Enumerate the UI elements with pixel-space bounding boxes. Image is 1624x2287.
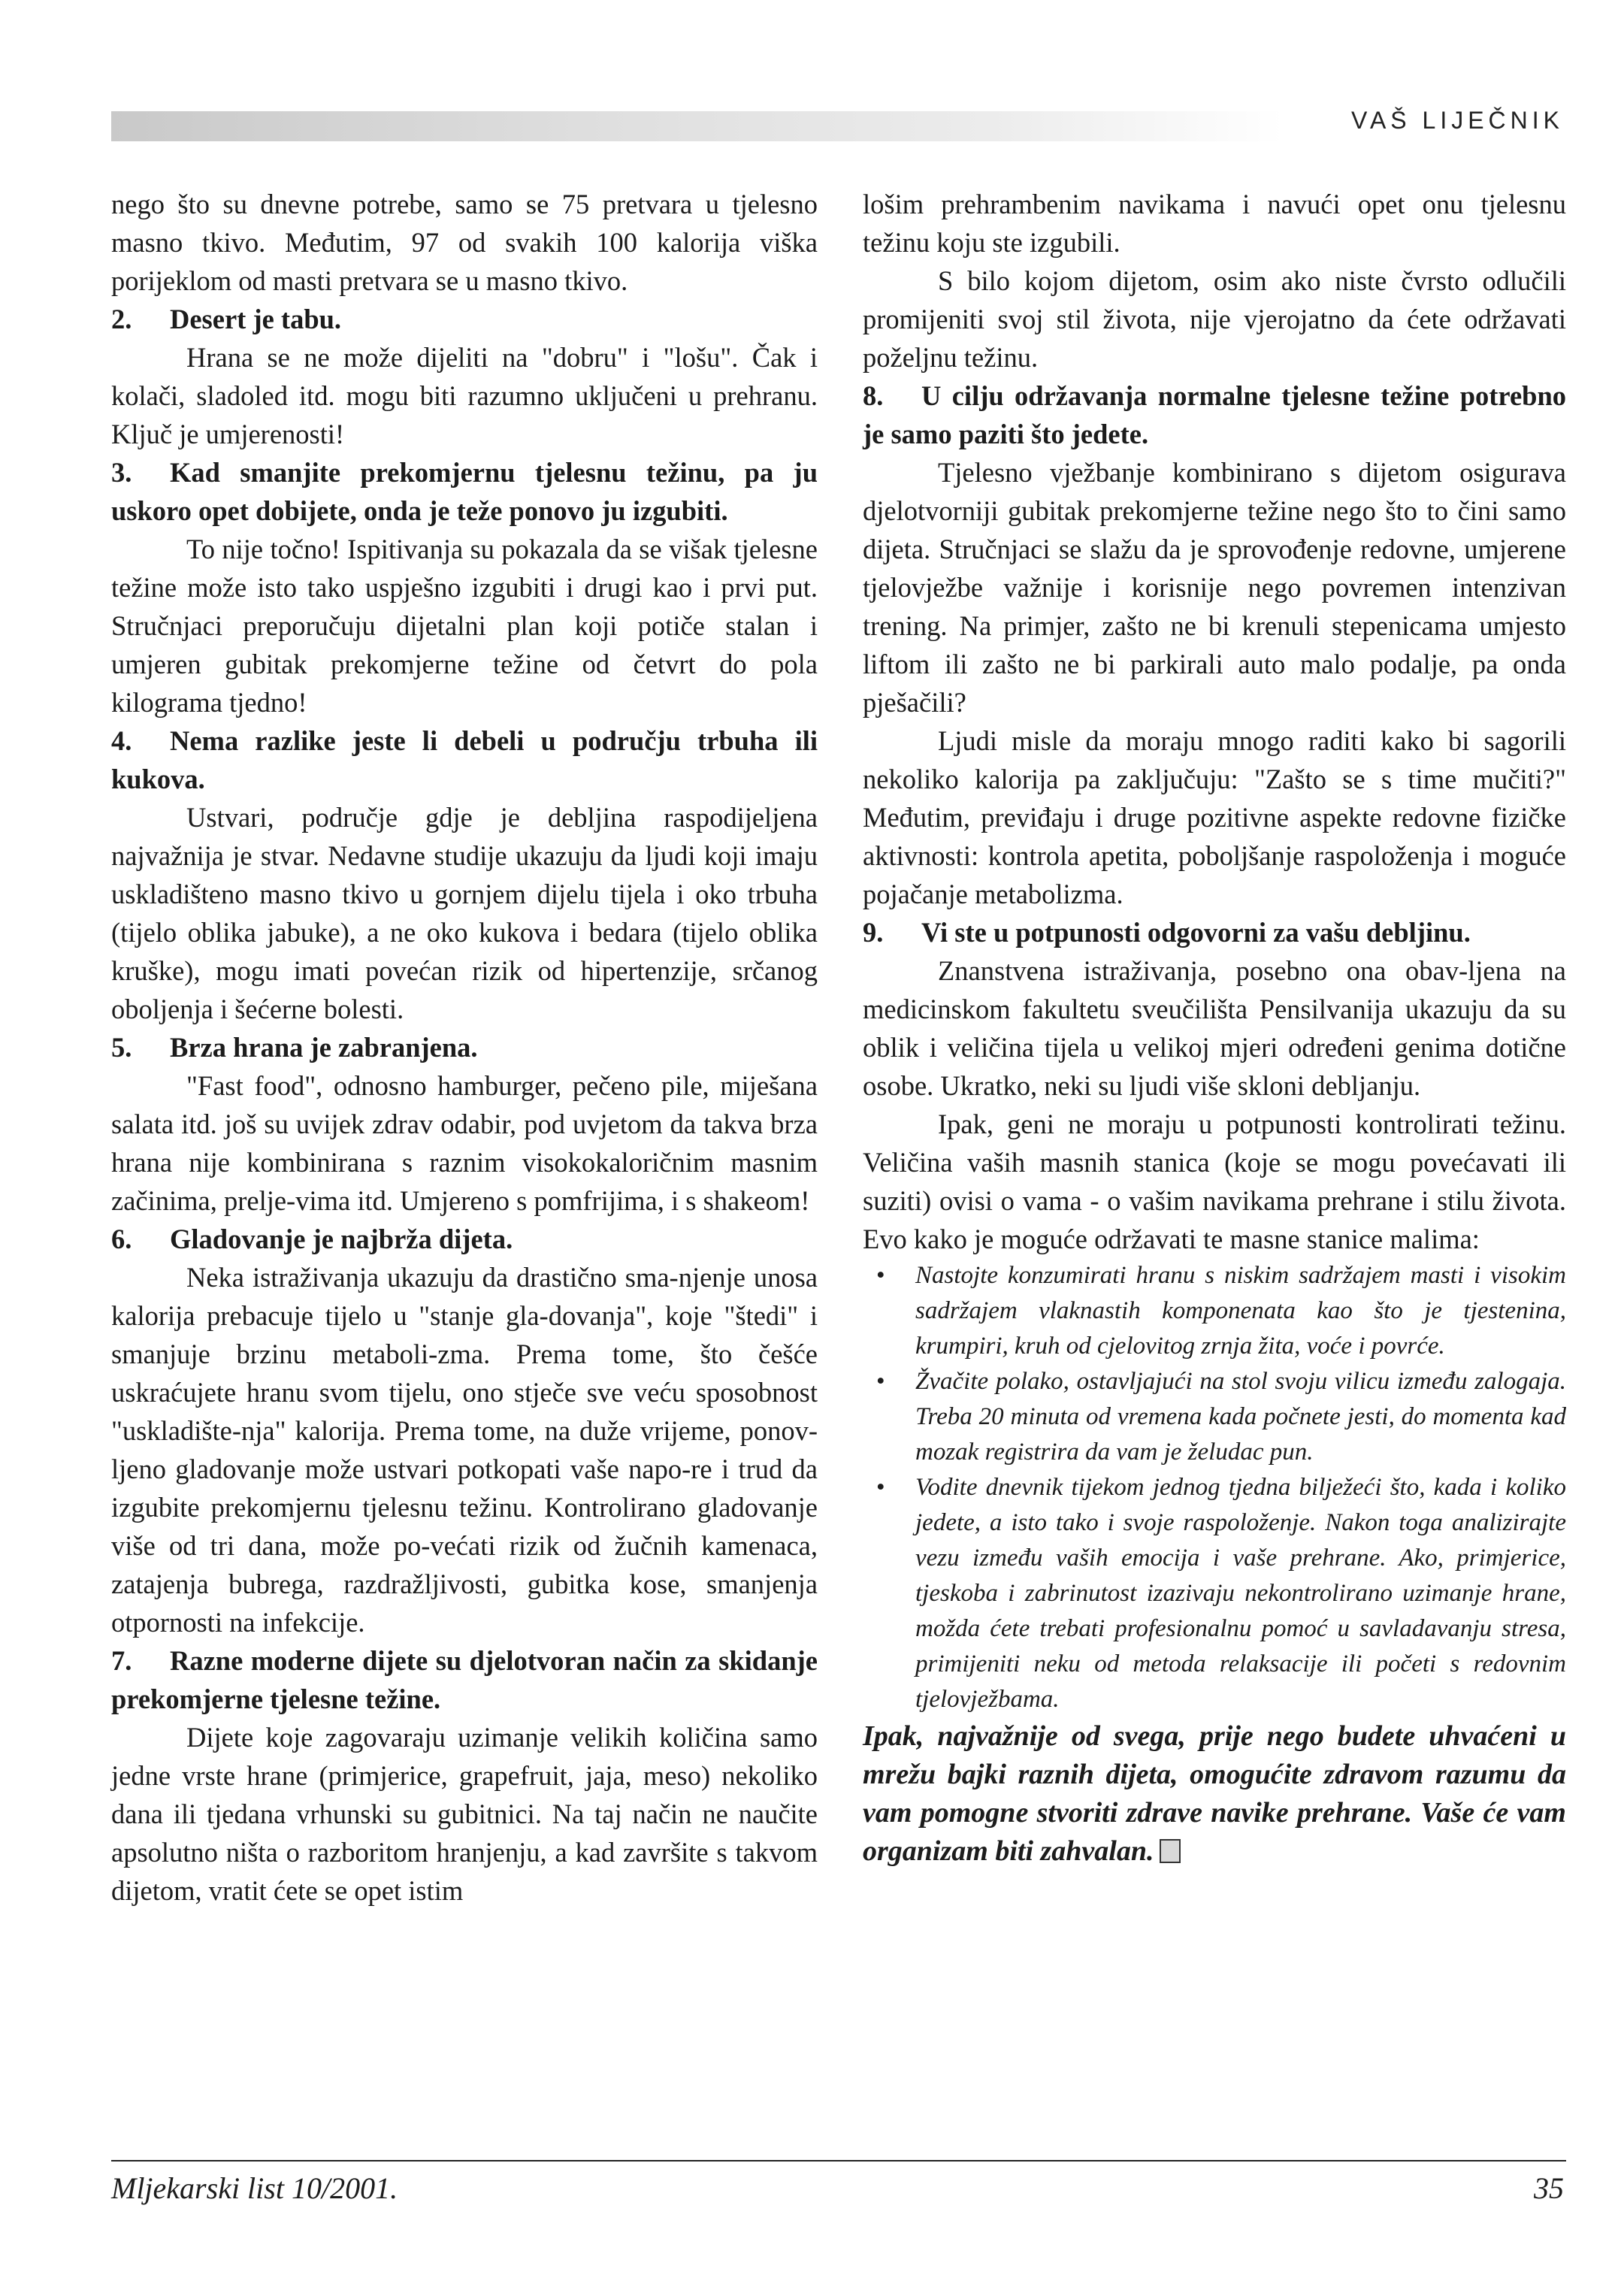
paragraph: Dijete koje zagovaraju uzimanje velikih količina samo jedne vrste hrane (primjerice, grapefruit, jaja, meso) nekoliko dana ili tjedana vrhunski su gubitnici. Na taj način ne naučite apsolutno ništa o razboritom hranjenju, a kad završite s takvom dijetom, vratit ćete se opet istim xyxy=(111,1722,818,1906)
paragraph: "Fast food", odnosno hamburger, pečeno pile, miješana salata itd. još su uvijek zdrav odabir, pod uvjetom da takva brza hrana nije kombinirana s raznim visokokaloričnim masnim začinima, prelje-vima itd. Umjereno s pomfrijima, i s shakeom! xyxy=(111,1070,818,1216)
heading-number: 3. xyxy=(111,457,132,488)
paragraph: Ipak, geni ne moraju u potpunosti kontrolirati težinu. Veličina vaših masnih stanica (koje se mogu povećavati ili suziti) ovisi o vama - o vašim navikama prehrane i stilu života. Evo kako je moguće održavati te masne stanice malima: xyxy=(863,1109,1566,1254)
footer-rule xyxy=(111,2160,1566,2161)
heading-text: Nema razlike jeste li debeli u području trbuha ili kukova. xyxy=(111,725,818,794)
paragraph: lošim prehrambenim navikama i navući opet onu tjelesnu težinu koju ste izgubili. xyxy=(863,189,1566,258)
bullet-icon: • xyxy=(876,1262,885,1289)
heading-number: 6. xyxy=(111,1224,132,1254)
heading-text: Kad smanjite prekomjernu tjelesnu težinu, pa ju uskoro opet dobijete, onda je teže ponovo ju izgubiti. xyxy=(111,457,818,526)
heading-text: U cilju održavanja normalne tjelesne težine potrebno je samo paziti što jedete. xyxy=(863,380,1566,449)
end-mark-icon xyxy=(1160,1839,1181,1863)
paragraph: Ustvari, područje gdje je debljina raspodijeljena najvažnija je stvar. Nedavne studije ukazuju da ljudi koji imaju uskladišteno masno tkivo u gornjem dijelu tijela i oko trbuha (tijelo oblika jabuke), a ne oko kukova i bedara (tijelo oblika kruške), mogu imati povećan rizik od hipertenzije, srčanog oboljenja i šećerne bolesti. xyxy=(111,802,818,1024)
left-column xyxy=(111,185,818,1910)
closing-statement xyxy=(863,1717,1566,1871)
bullet-icon: • xyxy=(876,1368,885,1395)
heading-text: Desert je tabu. xyxy=(170,304,342,334)
heading-7 xyxy=(111,1641,818,1718)
list-item xyxy=(863,1470,1566,1717)
paragraph: To nije točno! Ispitivanja su pokazala da se višak tjelesne težine može isto tako uspješno izgubiti i drugi kao i prvi put. Stručnjaci preporučuju dijetalni plan koji potiče stalan i umjeren gubitak prekomjerne težine od četvrt do pola kilograma tjedno! xyxy=(111,534,818,718)
heading-text: Gladovanje je najbrža dijeta. xyxy=(170,1224,513,1254)
paragraph: nego što su dnevne potrebe, samo se 75 pretvara u tjelesno masno tkivo. Međutim, 97 od svakih 100 kalorija viška porijeklom od masti pretvara se u masno tkivo. xyxy=(111,189,818,296)
heading-9 xyxy=(863,913,1566,951)
heading-number: 2. xyxy=(111,304,132,334)
paragraph: Znanstvena istraživanja, posebno ona obav-ljena na medicinskom fakultetu sveučilišta Pensilvanija ukazuju da su oblik i veličina tijela u velikoj mjeri određeni genima dotične osobe. Ukratko, neki su ljudi više skloni debljanju. xyxy=(863,955,1566,1101)
page-number: 35 xyxy=(1534,2171,1564,2205)
bullet-icon: • xyxy=(876,1474,885,1501)
heading-5 xyxy=(111,1028,818,1066)
heading-text: Vi ste u potpunosti odgovorni za vašu debljinu. xyxy=(921,917,1471,948)
tips-list xyxy=(863,1258,1566,1717)
heading-number: 8. xyxy=(863,380,884,411)
list-item xyxy=(863,1364,1566,1470)
paragraph: Ljudi misle da moraju mnogo raditi kako bi sagorili nekoliko kalorija pa zaključuju: "Zašto se s time mučiti?" Međutim, previđaju i druge pozitivne aspekte redovne fizičke aktivnosti: kontrola apetita, poboljšanje raspoloženja i moguće pojačanje metabolizma. xyxy=(863,725,1566,909)
header-band xyxy=(111,111,1284,141)
heading-8 xyxy=(863,377,1566,453)
heading-text: Razne moderne dijete su djelotvoran način za skidanje prekomjerne tjelesne težine. xyxy=(111,1645,818,1714)
right-column xyxy=(863,185,1566,1871)
paragraph: Neka istraživanja ukazuju da drastično sma-njenje unosa kalorija prebacuje tijelo u "stanje gla-dovanja", koje "štedi" i smanjuje brzinu metaboli-zma. Prema tome, što češće uskraćujete hranu svom tijelu, ono stječe sve veću sposobnost "uskladište-nja" kalorija. Prema tome, na duže vrijeme, ponov-ljeno gladovanje može ustvari potkopati vaše napo-re i trud da izgubite prekomjernu tjelesnu težinu. Kontrolirano gladovanje više od tri dana, može po-većati rizik od žučnih kamenaca, zatajenja bubrega, razdražljivosti, gubitka kose, smanjenja otpornosti na infekcije. xyxy=(111,1262,818,1638)
heading-6 xyxy=(111,1220,818,1258)
paragraph: S bilo kojom dijetom, osim ako niste čvrsto odlučili promijeniti svoj stil života, nije vjerojatno da ćete održavati poželjnu težinu. xyxy=(863,265,1566,373)
heading-3 xyxy=(111,453,818,530)
heading-number: 9. xyxy=(863,917,884,948)
list-item-text: Vodite dnevnik tijekom jednog tjedna bilježeći što, kada i koliko jedete, a isto tako i svoje raspoloženje. Nakon toga analizirajte vezu između vaših emocija i vaše prehrane. Ako, primjerice, tjeskoba i zabrinutost izazivaju nekontrolirano uzimanje hrane, možda ćete trebati profesionalnu pomoć u savladavanju stresa, primijeniti neku od metoda relaksacije ili početi s redovnim tjelovježbama. xyxy=(915,1474,1566,1713)
closing-text: Ipak, najvažnije od svega, prije nego budete uhvaćeni u mrežu bajki raznih dijeta, omogućite zdravom razumu da vam pomogne stvoriti zdrave navike prehrane. Vaše će vam organizam biti zahvalan. xyxy=(863,1720,1566,1867)
publication-name: Mljekarski list 10/2001. xyxy=(111,2171,398,2205)
heading-2 xyxy=(111,300,818,338)
heading-number: 5. xyxy=(111,1032,132,1063)
paragraph: Tjelesno vježbanje kombinirano s dijetom osigurava djelotvorniji gubitak prekomjerne težine nego što to čini samo dijeta. Stručnjaci se slažu da je sprovođenje redovne, umjerene tjelovježbe važnije i korisnije nego povremen intenzivan trening. Na primjer, zašto ne bi krenuli stepenicama umjesto liftom ili zašto ne bi parkirali auto malo podalje, pa onda pješačili? xyxy=(863,457,1566,718)
heading-number: 7. xyxy=(111,1645,132,1676)
heading-text: Brza hrana je zabranjena. xyxy=(170,1032,478,1063)
list-item-text: Nastojte konzumirati hranu s niskim sadržajem masti i visokim sadržajem vlaknastih komponenata kao što je tjestenina, krumpiri, kruh od cjelovitog zrnja žita, voće i povrće. xyxy=(915,1262,1566,1360)
paragraph: Hrana se ne može dijeliti na "dobru" i "lošu". Čak i kolači, sladoled itd. mogu biti razumno uključeni u prehranu. Ključ je umjerenosti! xyxy=(111,342,818,449)
heading-number: 4. xyxy=(111,725,132,756)
list-item-text: Žvačite polako, ostavljajući na stol svoju vilicu između zalogaja. Treba 20 minuta od vremena kada počnete jesti, do momenta kad mozak registrira da vam je želudac pun. xyxy=(915,1368,1566,1466)
list-item xyxy=(863,1258,1566,1364)
section-title: VAŠ LIJEČNIK xyxy=(1350,107,1564,134)
heading-4 xyxy=(111,721,818,798)
